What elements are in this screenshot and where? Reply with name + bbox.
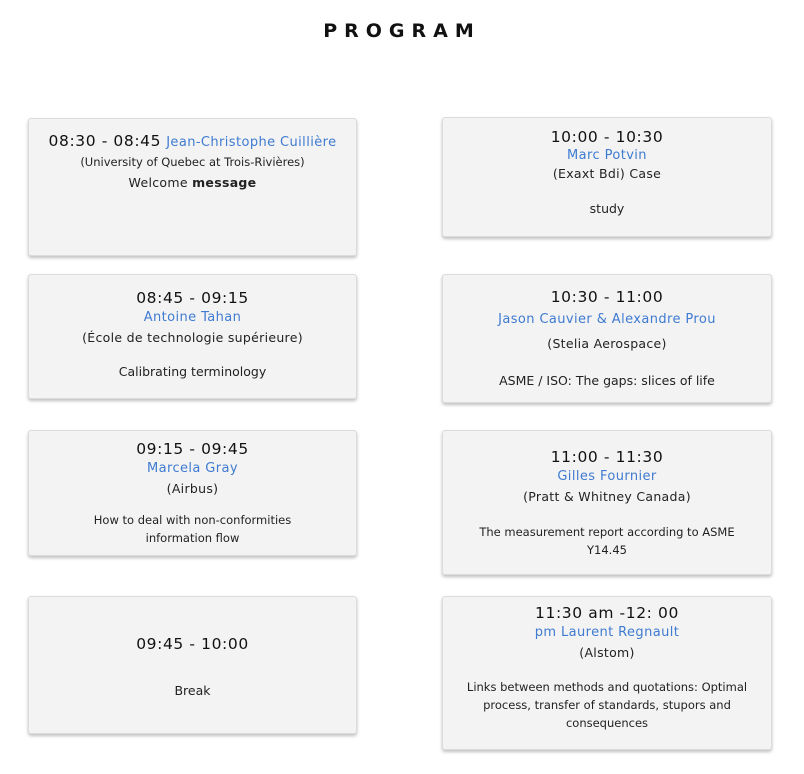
speaker-affiliation: (Pratt & Whitney Canada) — [523, 489, 691, 504]
speaker-link[interactable]: Marcela Gray — [147, 461, 238, 476]
session-card-0845 — [28, 274, 357, 399]
speaker-link[interactable]: Antoine Tahan — [143, 310, 242, 325]
talk-title-bold: message — [192, 175, 257, 190]
session-card-1100 — [442, 430, 772, 575]
session-card-0915 — [28, 430, 357, 556]
speaker-affiliation: (University of Quebec at Trois-Rivières) — [80, 155, 305, 169]
talk-title-line-1: The measurement report according to ASME — [479, 525, 735, 539]
talk-title-text: Welcome — [128, 175, 188, 190]
session-card-1030 — [442, 274, 772, 403]
speaker-affiliation: (Stelia Aerospace) — [547, 336, 667, 351]
speaker-affiliation: (Alstom) — [579, 645, 635, 660]
talk-title-line-3: consequences — [565, 716, 649, 730]
talk-title-line-2: information flow — [145, 531, 240, 545]
session-header — [37, 131, 348, 153]
talk-title-line-2: Y14.45 — [587, 543, 627, 557]
speaker-link[interactable]: Jean-Christophe Cuillière — [166, 135, 337, 150]
speaker-affiliation: (Airbus) — [166, 481, 219, 496]
speaker-affiliation: (École de technologie supérieure) — [82, 330, 303, 345]
session-card-0830 — [28, 118, 357, 256]
speaker-link[interactable]: pm Laurent Regnault — [534, 625, 680, 640]
session-time: 10:30 - 11:00 — [550, 288, 664, 306]
speaker-link[interactable]: Marc Potvin — [567, 148, 647, 163]
talk-title-line-2: process, transfer of standards, stupors and — [483, 698, 731, 712]
talk-title-line-1: Links between methods and quotations: Optimal — [466, 680, 748, 694]
page-title: PROGRAM — [323, 20, 481, 42]
talk-title-line-1: How to deal with non-conformities — [93, 513, 292, 527]
session-time: 09:45 - 10:00 — [136, 635, 249, 653]
session-card-1000 — [442, 117, 772, 237]
talk-title: ASME / ISO: The gaps: slices of life — [499, 373, 715, 388]
session-time: 10:00 - 10:30 — [550, 128, 664, 146]
talk-title: Calibrating terminology — [118, 364, 267, 379]
talk-title: study — [589, 201, 625, 216]
session-time: 09:15 - 09:45 — [136, 440, 249, 458]
session-card-break — [28, 596, 357, 734]
session-time: 08:45 - 09:15 — [136, 289, 249, 307]
talk-title — [37, 173, 348, 192]
session-time: 11:00 - 11:30 — [550, 448, 664, 466]
speaker-link[interactable]: Gilles Fournier — [557, 469, 657, 484]
session-card-1130 — [442, 596, 772, 750]
speaker-affiliation: (Exaxt Bdi) Case — [552, 166, 662, 181]
session-time: 11:30 am -12: 00 — [535, 604, 679, 622]
talk-title: Break — [174, 683, 211, 698]
session-time: 08:30 - 08:45 — [48, 132, 162, 150]
speaker-link[interactable]: Jason Cauvier & Alexandre Prou — [498, 312, 716, 327]
